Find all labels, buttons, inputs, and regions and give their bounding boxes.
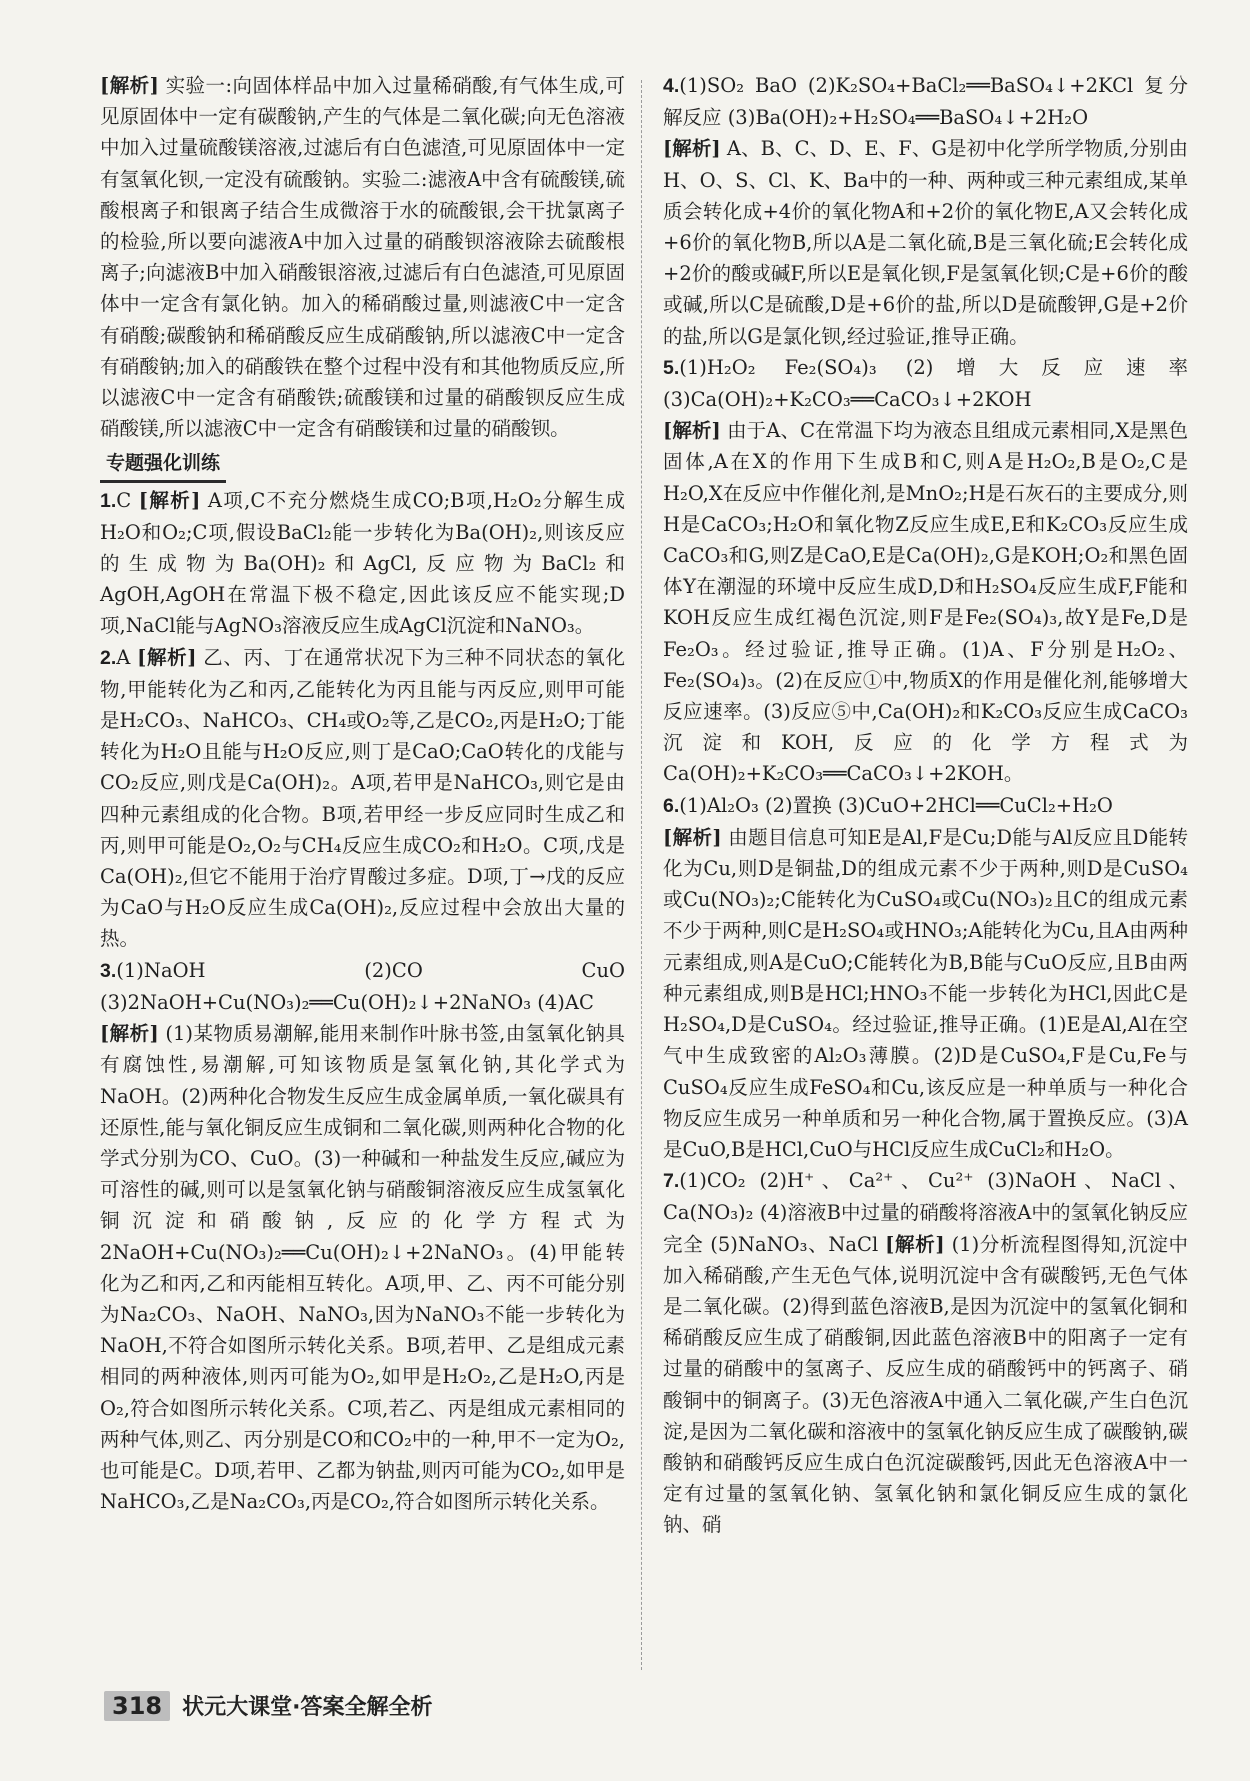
answer: (1)Al₂O₃ (2)置换 (3)CuO+2HCl══CuCl₂+H₂O	[679, 793, 1113, 817]
analysis-tag: [解析]	[137, 645, 197, 669]
intro-text: 实验一:向固体样品中加入过量稀硝酸,有气体生成,可见原固体中一定有碳酸钠,产生的气体是二氧化碳;向无色溶液中加入过量硫酸镁溶液,过滤后有白色滤渣,可见原固体中一定有氢氧化钡,一定没有硫酸钠。实验二:滤液A中含有硫酸镁,硫酸根离子和银离子结合生成微溶于水的硫酸银,会干扰氯离子的检验,所以要向滤液A中加入过量的硝酸钡溶液除去硫酸根离子;向滤液B中加入硝酸银溶液,过滤后有白色滤渣,可见原固体中一定含有氯化钠。加入的稀硝酸过量,则滤液C中一定含有硝酸;碳酸钠和稀硝酸反应生成硝酸钠,所以滤液C中一定含有硝酸钠;加入的硝酸铁在整个过程中没有和其他物质反应,所以滤液C中一定含有硝酸铁;硫酸镁和过量的硝酸钡反应生成硝酸镁,所以滤液C中一定含有硝酸镁和过量的硝酸钡。	[100, 74, 626, 441]
analysis-text: (1)某物质易潮解,能用来制作叶脉书签,由氢氧化钠具有腐蚀性,易潮解,可知该物质是氢氧化钠,其化学式为NaOH。(2)两种化合物发生反应生成金属单质,一氧化碳具有还原性,能与氧化铜反应生成铜和二氧化碳,则两种化合物的化学式分别为CO、CuO。(3)一种碱和一种盐发生反应,碱应为可溶性的碱,则可以是氢氧化钠与硝酸铜溶液反应生成氢氧化铜沉淀和硝酸钠,反应的化学方程式为2NaOH+Cu(NO₃)₂══Cu(OH)₂↓+2NaNO₃。(4)甲能转化为乙和丙,乙和丙能相互转化。A项,甲、乙、丙不可能分别为Na₂CO₃、NaOH、NaNO₃,因为NaNO₃不能一步转化为NaOH,不符合如图所示转化关系。B项,若甲、乙是组成元素相同的两种液体,则丙可能为O₂,如甲是H₂O₂,乙是H₂O,丙是O₂,符合如图所示转化关系。C项,若乙、丙是组成元素相同的两种气体,则乙、丙分别是CO和CO₂中的一种,甲不一定为O₂,也可能是C。D项,若甲、乙都为钠盐,则丙可能为CO₂,如甲是NaHCO₃,乙是Na₂CO₃,丙是CO₂,符合如图所示转化关系。	[100, 1022, 625, 1514]
book-title: 状元大课堂·答案全解全析	[182, 1695, 433, 1720]
answer: (1)CO₂ (2)H⁺、Ca²⁺、Cu²⁺ (3)NaOH、NaCl、Ca(NO₃)₂ (4)溶液B中过量的硝酸将溶液A中的氢氧化钠反应完全 (5)NaNO₃、NaCl	[663, 1169, 1188, 1256]
question-number: 3.	[100, 959, 117, 982]
analysis-tag: [解析]	[663, 825, 722, 849]
question-1	[100, 485, 625, 642]
right-column	[663, 70, 1188, 1541]
analysis-tag: [解析]	[100, 74, 159, 97]
question-number: 6.	[663, 794, 680, 817]
analysis-tag: [解析]	[663, 419, 721, 443]
question-number: 4.	[663, 75, 680, 97]
analysis-text: 乙、丙、丁在通常状况下为三种不同状态的氧化物,甲能转化为乙和丙,乙能转化为丙且能与丙反应,则甲可能是H₂CO₃、NaHCO₃、CH₄或O₂等,乙是CO₂,丙是H₂O;丁能转化为H₂O且能与H₂O反应,则丁是CaO;CaO转化的戊能与CO₂反应,则戊是Ca(OH)₂。A项,若甲是NaHCO₃,则它是由四种元素组成的化合物。B项,若甲经一步反应同时生成乙和丙,则甲可能是O₂,O₂与CH₄反应生成CO₂和H₂O。C项,戊是Ca(OH)₂,但它不能用于治疗胃酸过多症。D项,丁→戊的反应为CaO与H₂O反应生成Ca(OH)₂,反应过程中会放出大量的热。	[100, 645, 625, 951]
analysis-text: 由题目信息可知E是Al,F是Cu;D能与Al反应且D能转化为Cu,则D是铜盐,D的组成元素不少于两种,则D是CuSO₄或Cu(NO₃)₂;C能转化为CuSO₄或Cu(NO₃)₂且C的组成元素不少于两种,则C是H₂SO₄或HNO₃;A能转化为Cu,且A由两种元素组成,则A是CuO;C能转化为B,B能与CuO反应,且B由两种元素组成,则B是HCl;HNO₃不能一步转化为HCl,因此C是H₂SO₄,D是CuSO₄。经过验证,推导正确。(1)E是Al,Al在空气中生成致密的Al₂O₃薄膜。(2)D是CuSO₄,F是Cu,Fe与CuSO₄反应生成FeSO₄和Cu,该反应是一种单质与一种化合物反应生成另一种单质和另一种化合物,属于置换反应。(3)A是CuO,B是HCl,CuO与HCl反应生成CuCl₂和H₂O。	[663, 825, 1189, 1161]
question-7	[663, 1165, 1188, 1540]
answer: A	[116, 645, 131, 669]
intro-analysis	[100, 70, 625, 444]
section-title: 专题强化训练	[100, 448, 226, 482]
analysis-tag: [解析]	[663, 137, 721, 161]
question-4	[663, 70, 1188, 352]
page-footer	[104, 1690, 432, 1721]
page-number: 318	[104, 1691, 170, 1721]
answer: C	[116, 488, 132, 512]
question-number: 1.	[100, 489, 117, 512]
answer: (1)SO₂ BaO (2)K₂SO₄+BaCl₂══BaSO₄↓+2KCl 复分解反应 (3)Ba(OH)₂+H₂SO₄══BaSO₄↓+2H₂O	[663, 74, 1188, 130]
answer: (1)H₂O₂ Fe₂(SO₄)₃ (2)增大反应速率 (3)Ca(OH)₂+K₂CO₃══CaCO₃↓+2KOH	[663, 355, 1188, 412]
analysis-tag: [解析]	[138, 488, 201, 512]
answer: (1)NaOH (2)CO CuO (3)2NaOH+Cu(NO₃)₂══Cu(OH)₂↓+2NaNO₃ (4)AC	[100, 958, 625, 1014]
question-number: 7.	[663, 1170, 680, 1193]
left-column	[100, 70, 625, 1517]
question-number: 5.	[663, 356, 680, 379]
analysis-text: 由于A、C在常温下均为液态且组成元素相同,X是黑色固体,A在X的作用下生成B和C,则A是H₂O₂,B是O₂,C是H₂O,X在反应中作催化剂,是MnO₂;H是石灰石的主要成分,则H是CaCO₃;H₂O和氧化物Z反应生成E,E和K₂CO₃反应生成CaCO₃和G,则Z是CaO,E是Ca(OH)₂,G是KOH;O₂和黑色固体Y在潮湿的环境中反应生成D,D和H₂SO₄反应生成F,F能和KOH反应生成红褐色沉淀,则F是Fe₂(SO₄)₃,故Y是Fe,D是Fe₂O₃。经过验证,推导正确。(1)A、F分别是H₂O₂、Fe₂(SO₄)₃。(2)在反应①中,物质X的作用是催化剂,能够增大反应速率。(3)反应⑤中,Ca(OH)₂和K₂CO₃反应生成CaCO₃沉淀和KOH,反应的化学方程式为Ca(OH)₂+K₂CO₃══CaCO₃↓+2KOH。	[663, 419, 1189, 786]
analysis-tag: [解析]	[100, 1022, 159, 1046]
analysis-text: (1)分析流程图得知,沉淀中加入稀硝酸,产生无色气体,说明沉淀中含有碳酸钙,无色气体是二氧化碳。(2)得到蓝色溶液B,是因为沉淀中的氢氧化铜和稀硝酸反应生成了硝酸铜,因此蓝色溶液B中的阳离子一定有过量的硝酸中的氢离子、反应生成的硝酸钙中的钙离子、硝酸铜中的铜离子。(3)无色溶液A中通入二氧化碳,产生白色沉淀,是因为二氧化碳和溶液中的氢氧化钠反应生成了碳酸钠,碳酸钠和硝酸钙反应生成白色沉淀碳酸钙,因此无色溶液A中一定有过量的氢氧化钠、氢氧化钠和氯化铜反应生成的氯化钠、硝	[663, 1232, 1189, 1537]
analysis-tag: [解析]	[885, 1232, 945, 1256]
question-3	[100, 955, 625, 1518]
question-2	[100, 642, 625, 955]
question-6	[663, 790, 1188, 1165]
analysis-text: A、B、C、D、E、F、G是初中化学所学物质,分别由H、O、S、Cl、K、Ba中的一种、两种或三种元素组成,某单质会转化成+4价的氧化物A和+2价的氧化物E,A又会转化成+6价的氧化物B,所以A是二氧化硫,B是三氧化硫;E会转化成+2价的酸或碱F,所以E是氧化钡,F是氢氧化钡;C是+6价的酸或碱,所以C是硫酸,D是+6价的盐,所以D是硫酸钾,G是+2价的盐,所以G是氯化钡,经过验证,推导正确。	[663, 137, 1189, 348]
analysis-text: A项,C不充分燃烧生成CO;B项,H₂O₂分解生成H₂O和O₂;C项,假设BaCl₂能一步转化为Ba(OH)₂,则该反应的生成物为Ba(OH)₂和AgCl,反应物为BaCl₂和AgOH,AgOH在常温下极不稳定,因此该反应不能实现;D项,NaCl能与AgNO₃溶液反应生成AgCl沉淀和NaNO₃。	[100, 488, 625, 638]
question-number: 2.	[100, 646, 117, 669]
question-5	[663, 352, 1188, 790]
section-header	[100, 444, 625, 484]
column-divider	[641, 80, 642, 1670]
